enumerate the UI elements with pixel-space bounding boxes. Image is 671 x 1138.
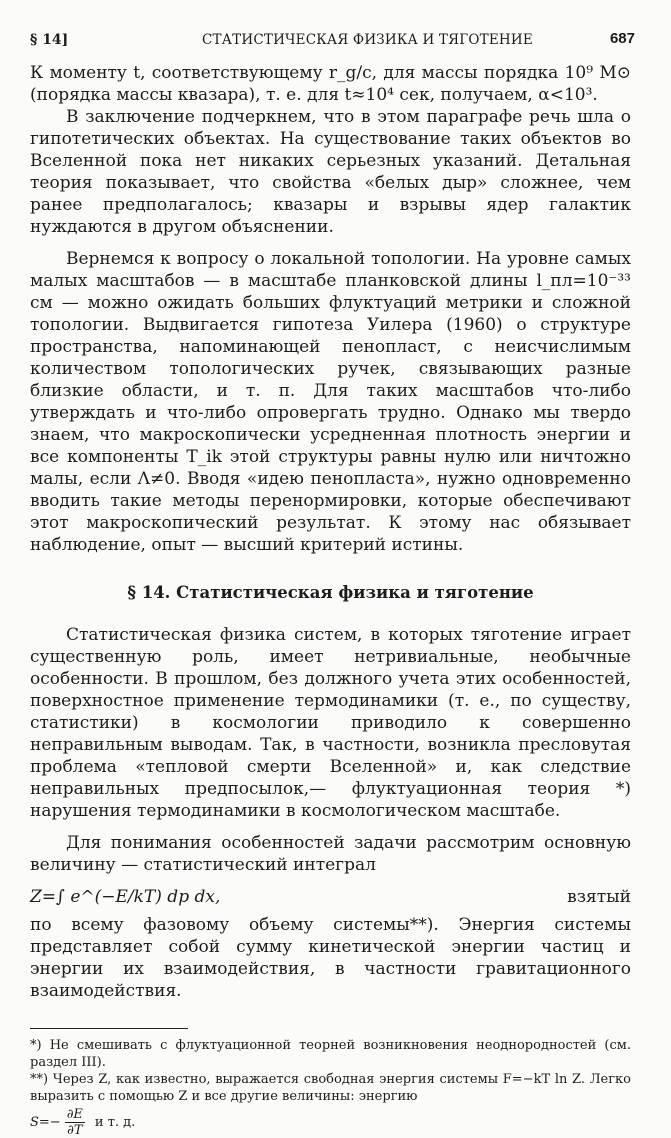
footnote-2: **) Через Z, как известно, выражается свободная энергия системы F=−kT ln Z. Легко выразить с помощью Z и все другие величины: энергию bbox=[30, 1072, 631, 1104]
formula-trailing-word: взятый bbox=[567, 887, 631, 907]
paragraph-white-holes: В заключение подчеркнем, что в этом параграфе речь шла о гипотетических объектах. На существование таких объектов во Вселенной пока нет никаких серьезных указаний. Детальная теория показывает, что свойства «белых дыр» сложнее, чем ранее предполагалось; квазары и взрывы ядер галактик нуждаются в другом объяснении. bbox=[30, 107, 631, 237]
running-header bbox=[30, 28, 635, 52]
paragraph-stat-physics: Статистическая физика систем, в которых тяготение играет существенную роль, имеет нетривиальные, необычные особенности. В прошлом, без должного учета этих особенностей, поверхностное применение термодинамики (т. е., по существу, статистики) в космологии приводило к совершенно неправильным выводам. Так, в частности, возникла пресловутая проблема «тепловой смерти Вселенной» и, как следствие неправильных предпосылок,— флуктуационная теория *) нарушения термодинамики в космологическом масштабе. bbox=[30, 625, 631, 821]
header-section-ref: § 14] bbox=[30, 32, 69, 48]
paragraph-continuation: К моменту t, соответствующему r_g/c, для массы порядка 10⁹ M⊙ (порядка массы квазара), т. е. для t≈10⁴ сек, получаем, α<10³. bbox=[30, 63, 631, 105]
footnote-2-formula bbox=[30, 1107, 631, 1138]
page-number: 687 bbox=[609, 30, 635, 47]
footnote-rule bbox=[30, 1028, 188, 1029]
fraction-numerator: ∂E bbox=[66, 1107, 83, 1122]
footnotes bbox=[30, 1037, 631, 1138]
partial-derivative-fraction bbox=[65, 1107, 85, 1138]
paragraph-stat-integral-end: по всему фазовому объему системы**). Энергия системы представляет собой сумму кинетической энергии частиц и энергии их взаимодействия, в частности гравитационного взаимодействия. bbox=[30, 915, 631, 1001]
header-running-title: СТАТИСТИЧЕСКАЯ ФИЗИКА И ТЯГОТЕНИЕ bbox=[202, 32, 533, 48]
page-body bbox=[30, 62, 631, 1138]
footnote-1: *) Не смешивать с флуктуационной теорней возникновения неоднородностей (см. раздел III). bbox=[30, 1038, 631, 1070]
paragraph-local-topology: Вернемся к вопросу о локальной топологии. На уровне самых малых масштабов — в масштабе планковской длины l_пл=10⁻³³ см — можно ожидать больших флуктуаций метрики и сложной топологии. Выдвигается гипотеза Уилера (1960) о структуре пространства, напоминающей пенопласт, с неисчислимым количеством топологических ручек, связывающих разные близкие области, и т. п. Для таких масштабов что-либо утверждать и что-либо опровергать трудно. Однако мы твердо знаем, что макроскопически усредненная плотность энергии и все компоненты T_ik этой структуры равны нулю или ничтожно малы, если Λ≠0. Вводя «идею пенопласта», нужно одновременно вводить такие методы перенормировки, которые обеспечивают этот макроскопический результат. К этому нас обязывает наблюдение, опыт — высший критерий истины. bbox=[30, 249, 631, 555]
fraction-denominator: ∂T bbox=[67, 1123, 83, 1138]
section-heading: § 14. Статистическая физика и тяготение bbox=[127, 583, 534, 602]
formula-line bbox=[30, 880, 631, 914]
stat-integral-formula: Z=∫ e^(−E/kT) dp dx, bbox=[30, 887, 221, 907]
entropy-lhs: S=− bbox=[30, 1115, 61, 1130]
footnote-2-tail: и т. д. bbox=[94, 1115, 136, 1130]
paragraph-stat-integral-start: Для понимания особенностей задачи рассмотрим основную величину — статистический интеграл bbox=[30, 833, 631, 875]
